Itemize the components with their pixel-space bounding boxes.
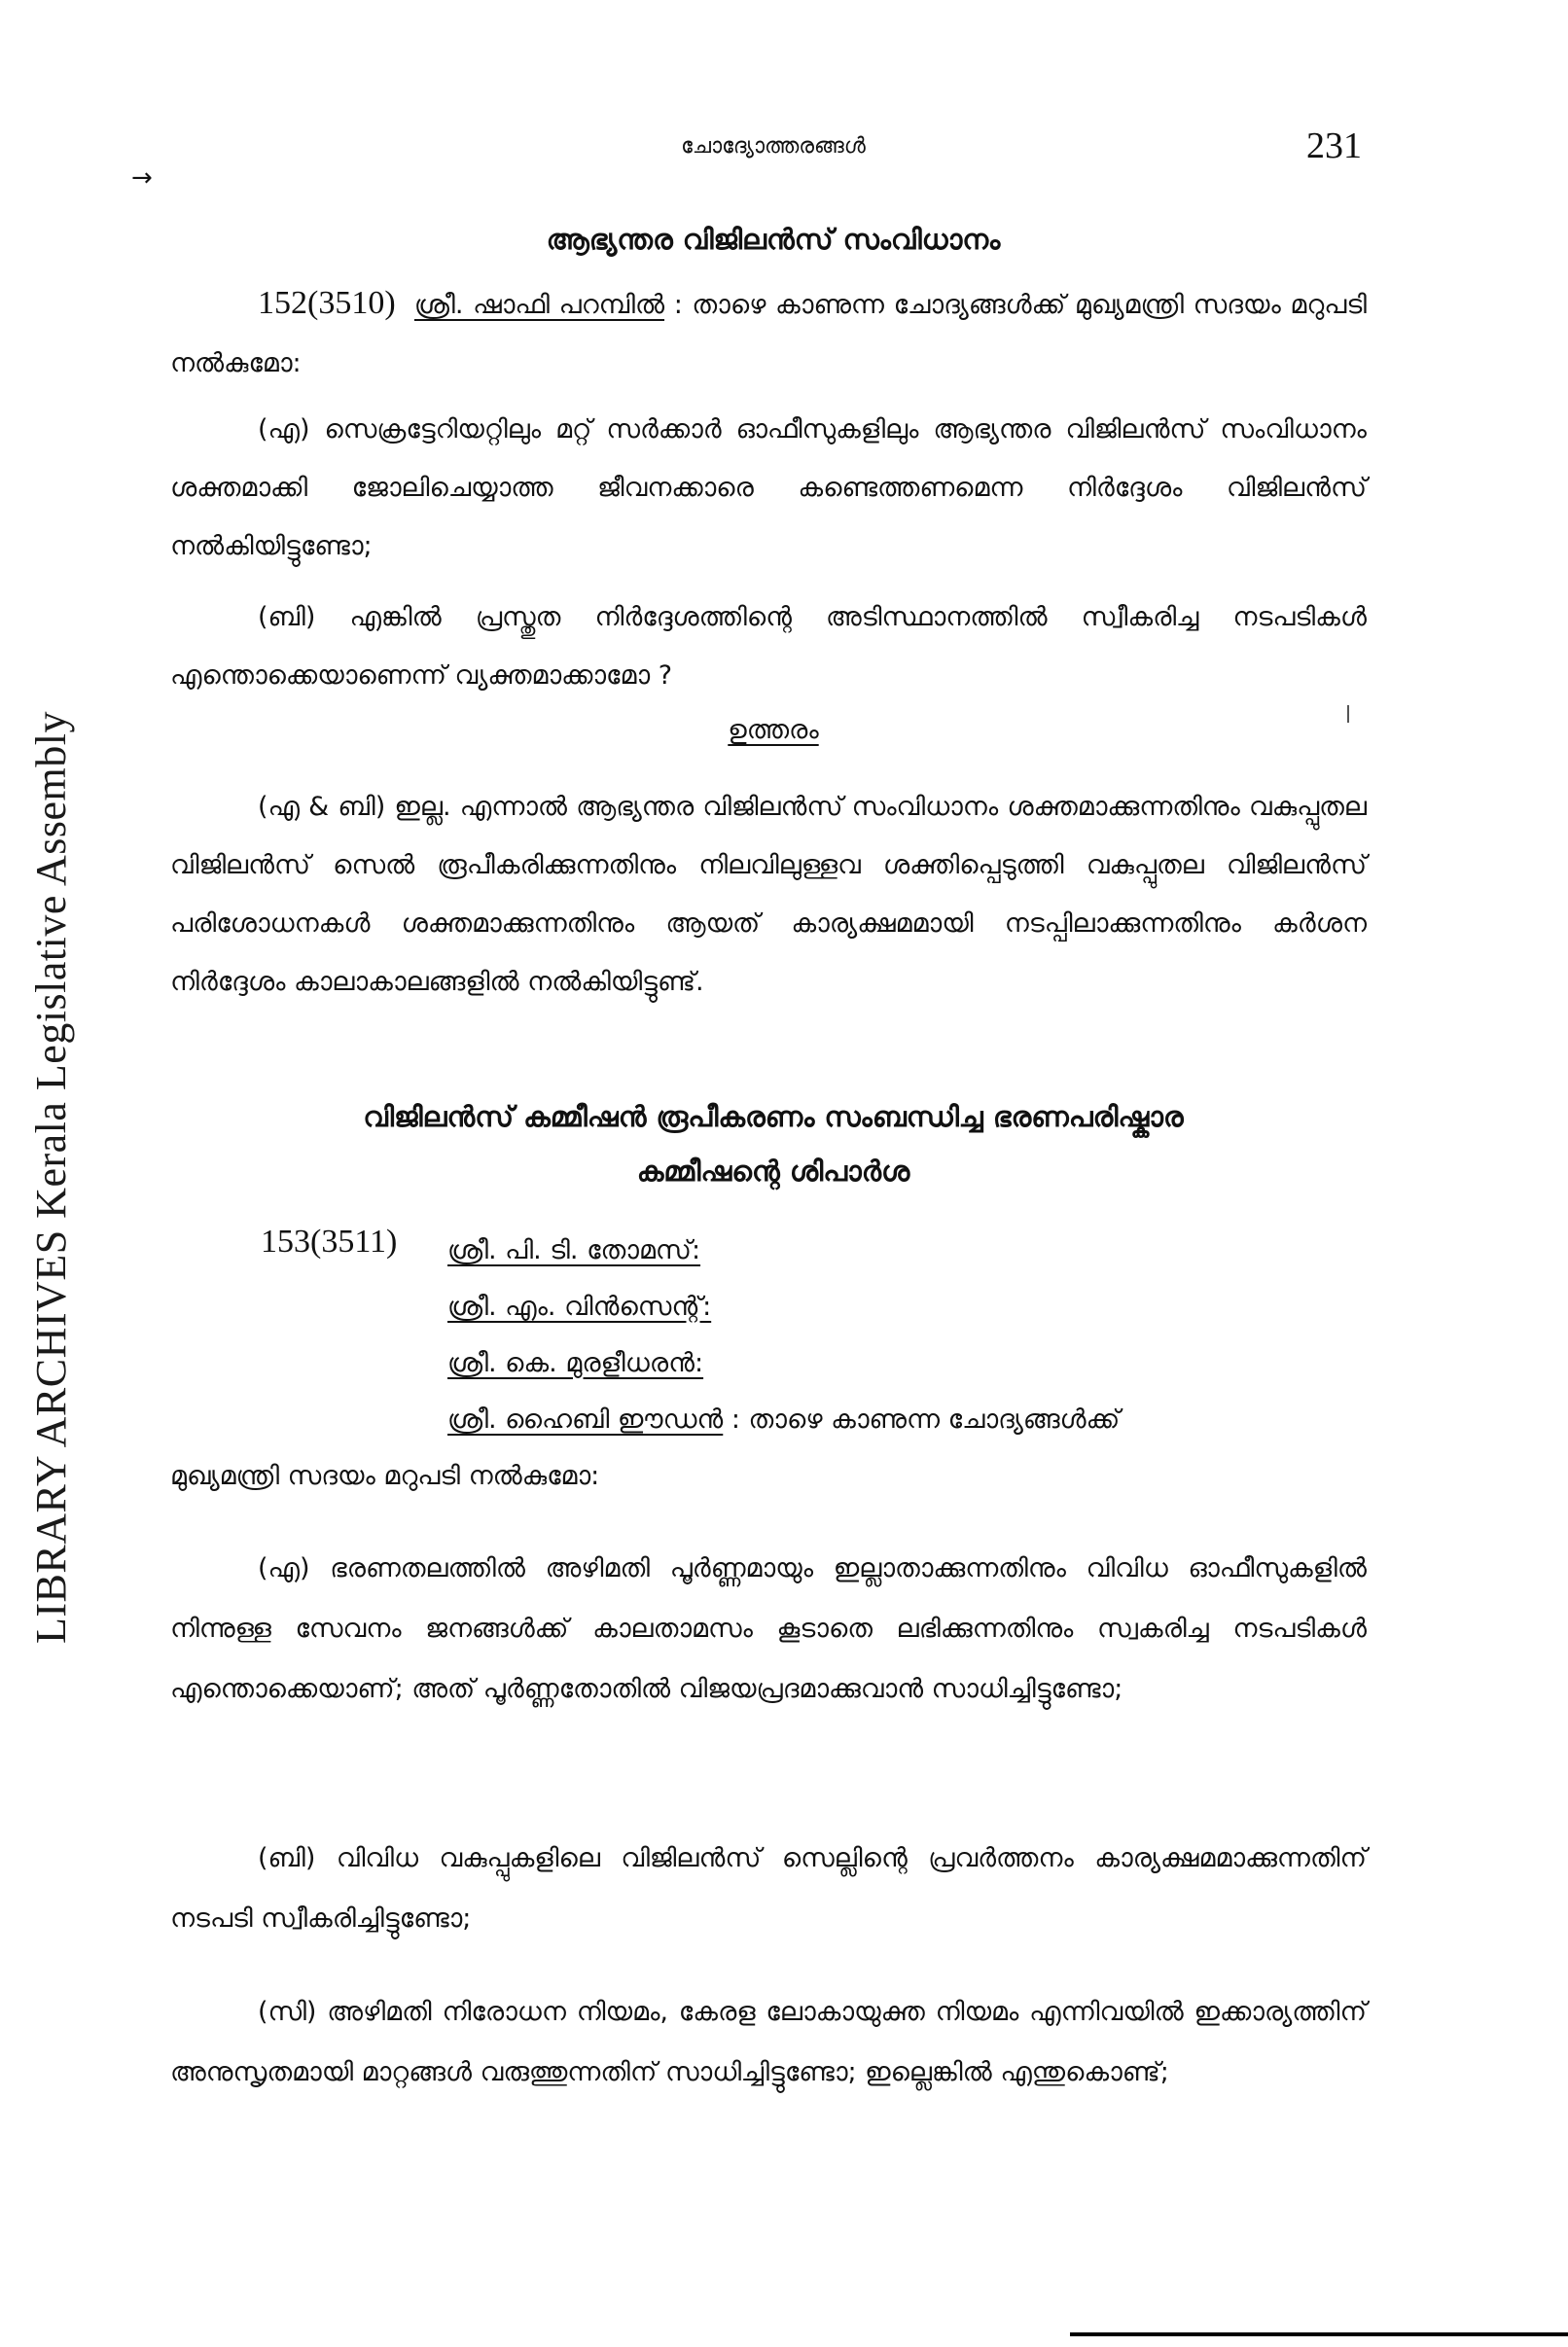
member-name: ശ്രീ. കെ. മുരളീധരൻ: (447, 1348, 704, 1378)
q153-member-2 (447, 1280, 711, 1334)
q153-intro-tail: : താഴെ കാണുന്ന ചോദ്യങ്ങൾക്ക് (731, 1405, 1121, 1435)
q152-intro-text: : താഴെ കാണുന്ന ചോദ്യങ്ങൾക്ക് മുഖ്യമന്ത്രി സദയം മറുപടി നൽകുമോ: (170, 290, 1368, 378)
member-name: ശ്രീ. പി. ടി. തോമസ്: (447, 1235, 701, 1265)
member-name: ശ്രീ. എം. വിൻസെന്റ്: (447, 1292, 712, 1322)
q152-answer-title (165, 715, 1381, 746)
q152-heading: ആഭ്യന്തര വിജിലൻസ് സംവിധാനം (546, 223, 1001, 256)
q152-member: ശ്രീ. ഷാഫി പറമ്പിൽ (413, 290, 665, 320)
q153-member-3 (447, 1336, 703, 1391)
watermark (10, 632, 92, 1722)
q152-intro (170, 274, 1367, 393)
q153-heading-line1: വിജിലൻസ് കമ്മീഷൻ രൂപീകരണം സംബന്ധിച്ച ഭരണപരിഷ്കാര (363, 1100, 1184, 1133)
q153-number: 153(3511) (261, 1224, 398, 1260)
page-header (165, 124, 1381, 183)
bottom-rule (1070, 2332, 1568, 2336)
member-name: ശ്രീ. ഹൈബി ഈഡൻ (447, 1405, 724, 1435)
q153-intro-line2: മുഖ്യമന്ത്രി സദയം മറുപടി നൽകുമോ: (170, 1461, 600, 1491)
q152-answer: (എ & ബി) ഇല്ല. എന്നാൽ ആഭ്യന്തര വിജിലൻസ് സംവിധാനം ശക്തമാക്കുന്നതിനും വകുപ്പുതല വിജിലൻസ് സെൽ രൂപീകരിക്കുന്നതിനും നിലവിലുള്ളവ ശക്തിപ്പെടുത്തി വകുപ്പുതല വിജിലൻസ് പരിശോധനകൾ ശക്തമാക്കുന്നതിനും ആയത് കാര്യക്ഷമമായി നടപ്പിലാക്കുന്നതിനും കർശന നിർദ്ദേശം കാലാകാലങ്ങളിൽ നൽകിയിട്ടുണ്ട്. (170, 792, 1367, 997)
q153-member-1 (447, 1224, 700, 1278)
q152-number: 152(3510) (258, 285, 396, 321)
q153-member-4 (447, 1393, 1120, 1447)
q153-part-b: (ബി) വിവിധ വകുപ്പുകളിലെ വിജിലൻസ് സെല്ലിന്റെ പ്രവർത്തനം കാര്യക്ഷമമാക്കുന്നതിന് നടപടി സ്വീകരിച്ചിട്ടുണ്ടോ; (170, 1843, 1367, 1934)
q153-heading-line2: കമ്മീഷന്റെ ശിപാർശ (636, 1155, 910, 1188)
q153-part-c: (സി) അഴിമതി നിരോധന നിയമം, കേരള ലോകായുക്ത നിയമം എന്നിവയിൽ ഇക്കാര്യത്തിന് അനുസൃതമായി മാറ്റങ്ങൾ വരുത്തുന്നതിന് സാധിച്ചിട്ടുണ്ടോ; ഇല്ലെങ്കിൽ എന്തുകൊണ്ട്; (170, 1997, 1367, 2087)
q152-part-b: (ബി) എങ്കിൽ പ്രസ്തുത നിർദ്ദേശത്തിന്റെ അടിസ്ഥാനത്തിൽ സ്വീകരിച്ച നടപടികൾ എന്തൊക്കെയാണെന്ന് വ്യക്തമാക്കാമോ ? (170, 602, 1367, 691)
watermark-text: LIBRARY ARCHIVES Kerala Legislative Assembly (27, 710, 75, 1644)
answer-title-text: ഉത്തരം (728, 715, 819, 745)
q152-part-a: (എ) സെക്രട്ടേറിയറ്റിലും മറ്റ് സർക്കാർ ഓഫീസുകളിലും ആഭ്യന്തര വിജിലൻസ് സംവിധാനം ശക്തമാക്കി ജോലിചെയ്യാത്ത ജീവനക്കാരെ കണ്ടെത്തണമെന്ന നിർദ്ദേശം വിജിലൻസ് നൽകിയിട്ടുണ്ടോ; (170, 414, 1367, 561)
margin-mark: → (131, 163, 153, 193)
running-title: ചോദ്യോത്തരങ്ങൾ (681, 134, 866, 159)
page-number: 231 (1306, 125, 1362, 166)
q153-part-a: (എ) ഭരണതലത്തിൽ അഴിമതി പൂർണ്ണമായും ഇല്ലാതാക്കുന്നതിനും വിവിധ ഓഫീസുകളിൽ നിന്നുള്ള സേവനം ജനങ്ങൾക്ക് കാലതാമസം കൂടാതെ ലഭിക്കുന്നതിനും സ്വകരിച്ച നടപടികൾ എന്തൊക്കെയാണ്; അത് പൂർണ്ണതോതിൽ വിജയപ്രദമാക്കുവാൻ സാധിച്ചിട്ടുണ്ടോ; (170, 1553, 1367, 1704)
